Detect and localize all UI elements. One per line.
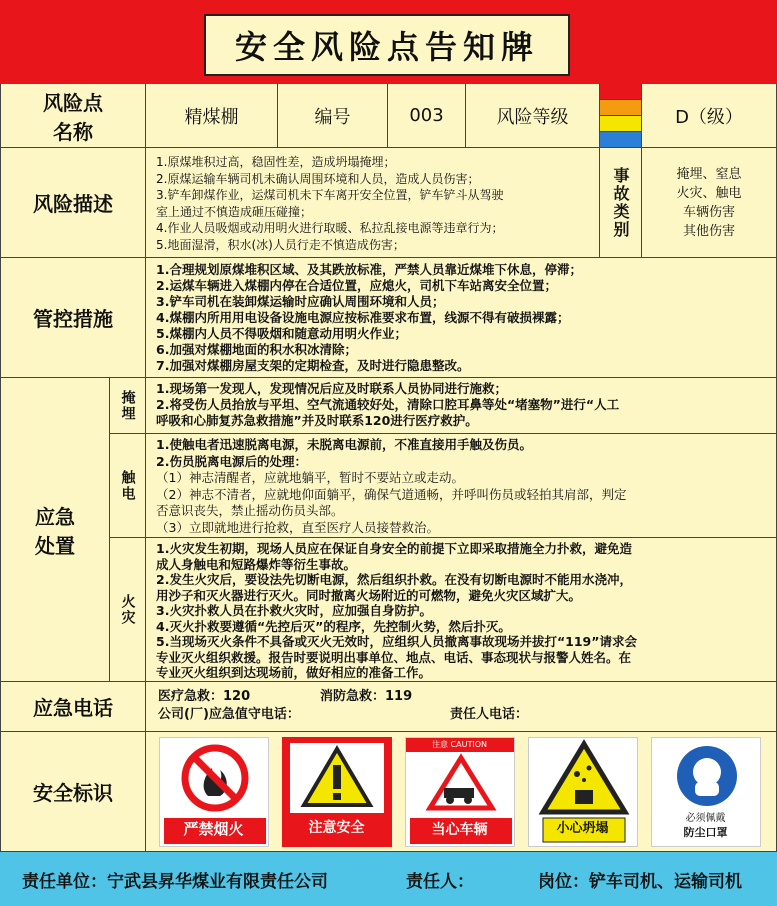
fire-line: 4.灭火扑救要遵循“先控后灭”的程序，先控制火势，然后扑灭。 <box>156 618 511 634</box>
electric-label-text: 触电 <box>119 469 136 502</box>
level-value: D（级） <box>642 84 777 148</box>
footer-post: 岗位：铲车司机、运输司机 <box>538 871 742 892</box>
electric-line: （2）神志不清者，应就地仰面躺平，确保气道通畅，并呼叫伤员或轻拍其肩部，判定 <box>156 486 627 502</box>
accident-type-item: 掩埋、窒息 <box>676 166 742 182</box>
risk-description-line: 4.作业人员吸烟或动用明火进行取暖、私拉乱接电源等违章行为； <box>156 221 504 235</box>
safety-signs-area <box>146 732 777 852</box>
medical-phone: 医疗急救：120 <box>158 689 251 704</box>
electric-line: 2.伤员脱离电源后的处理： <box>156 453 307 469</box>
electric-label <box>110 434 146 538</box>
fire-line: 成人身触电和短路爆炸等衍生事故。 <box>156 556 357 572</box>
burial-label <box>110 378 146 434</box>
burial-line: 2.将受伤人员抬放与平坦、空气流通较好处，清除口腔耳鼻等处“堵塞物”进行“人工 <box>156 397 620 412</box>
fire-line: 2.发生火灾后，要设法先切断电源，然后组织扑救。在没有切断电源时不能用水浇冲， <box>156 572 632 587</box>
risk-table <box>0 84 777 852</box>
footer-unit: 责任单位：宁武县昇华煤业有限责任公司 <box>22 871 328 892</box>
fire-procedure <box>146 538 777 682</box>
electric-line: （1）神志清醒者，应就地躺平，暂时不要站立或走动。 <box>156 470 464 485</box>
level-color-bars <box>600 84 642 148</box>
footer-person: 责任人： <box>406 871 474 892</box>
fire-label <box>110 538 146 682</box>
control-measure-line: 7.加强对煤棚房屋支架的定期检查，及时进行隐患整改。 <box>156 358 470 373</box>
fire-phone: 消防急救：119 <box>320 689 413 704</box>
control-measures-list <box>146 258 777 378</box>
sign-dust-mask <box>651 737 761 847</box>
burial-procedure <box>146 378 777 434</box>
sign-vehicle-banner: 注意 CAUTION <box>406 738 514 752</box>
level-label: 风险等级 <box>466 84 600 148</box>
emergency-label-line2: 处置 <box>35 533 75 558</box>
control-measure-line: 6.加强对煤棚地面的积水积冰清除； <box>156 342 357 357</box>
control-measures-label: 管控措施 <box>0 258 146 378</box>
title-bar <box>0 0 777 84</box>
accident-type-item: 火灾、触电 <box>676 185 742 201</box>
page-title: 安全风险点告知牌 <box>204 14 570 76</box>
electric-procedure <box>146 434 777 538</box>
fire-line: 专业灭火组织到达现场前，做好相应的准备工作。 <box>156 665 432 680</box>
fire-line: 1.火灾发生初期，现场人员应在保证自身安全的前提下立即采取措施全力扑救，避免造 <box>156 541 632 556</box>
fire-line: 5.当现场灭火条件不具备或灭火无效时，应组织人员撤离事故现场并拔打“119”请求会 <box>156 634 637 649</box>
sign-collapse-caption: 小心坍塌 <box>556 820 609 836</box>
footer-bar <box>0 852 777 906</box>
risk-description-line: 2.原煤运输车辆司机未确认周围环境和人员，造成人员伤害； <box>156 171 480 186</box>
safety-signs-label: 安全标识 <box>0 732 146 852</box>
sign-caution <box>282 737 392 847</box>
burial-line: 呼吸和心肺复苏急救措施”并及时联系120进行医疗救护。 <box>156 413 478 428</box>
burial-line: 1.现场第一发现人，发现情况后应及时联系人员协同进行施救； <box>156 381 507 396</box>
risk-description-list <box>146 148 600 258</box>
fire-line: 专业灭火组织救援。报告时要说明出事单位、地点、电话、事态现状与报警人姓名。在 <box>156 649 632 665</box>
control-measure-line: 1.合理规划原煤堆积区域、及其跌放标准，严禁人员靠近煤堆下休息，停滞； <box>156 262 582 277</box>
fire-label-text: 火灾 <box>119 593 136 626</box>
sign-no-fire-caption: 严禁烟火 <box>183 819 244 838</box>
safety-signs-row <box>146 732 773 851</box>
risk-point-label <box>0 84 146 148</box>
control-measure-line: 5.煤棚内人员不得吸烟和随意动用明火作业； <box>156 326 407 341</box>
control-measure-line: 3.铲车司机在装卸煤运输时应确认周围环境和人员； <box>156 294 445 309</box>
risk-point-value: 精煤棚 <box>146 84 278 148</box>
risk-description-line: 1.原煤堆积过高，稳固性差，造成坍塌掩埋； <box>156 155 396 169</box>
company-duty-phone: 公司(厂)应急值守电话： <box>158 707 300 722</box>
accident-type-item: 其他伤害 <box>682 223 735 239</box>
person-in-charge-phone: 责任人电话： <box>450 707 529 722</box>
accident-type-label <box>600 148 642 258</box>
control-measure-line: 4.煤棚内所用用电设备设施电源应按标准要求布置，线源不得有破损裸露； <box>156 310 570 325</box>
fire-line: 用沙子和灭火器进行灭火。同时撤离火场附近的可燃物，避免火灾区域扩大。 <box>156 587 582 603</box>
sign-caution-caption: 注意安全 <box>308 819 365 836</box>
risk-description-line: 3.铲车卸煤作业，运煤司机未下车离开安全位置，铲车铲斗从驾驶 <box>156 188 504 202</box>
level-bar-yellow <box>600 116 641 132</box>
level-bar-orange <box>600 100 641 116</box>
sign-dust-mask-banner: 必须佩戴 <box>685 812 726 824</box>
control-measure-line: 2.运煤车辆进入煤棚内停在合适位置，应熄火，司机下车站离安全位置； <box>156 278 557 293</box>
risk-point-label-line2: 名称 <box>53 119 93 144</box>
sign-vehicle-caption: 当心车辆 <box>431 821 488 838</box>
level-bar-red <box>600 84 641 100</box>
emergency-phone-info <box>146 682 777 732</box>
electric-line: 否意识丧失，禁止摇动伤员头部。 <box>156 503 344 518</box>
sign-dust-mask-caption: 防尘口罩 <box>683 825 728 839</box>
electric-line: 1.使触电者迅速脱离电源，未脱离电源前，不准直接用手触及伤员。 <box>156 437 532 452</box>
risk-point-label-line1: 风险点 <box>43 90 103 115</box>
accident-types <box>642 148 777 258</box>
accident-type-item: 车辆伤害 <box>682 204 735 220</box>
risk-description-label: 风险描述 <box>0 148 146 258</box>
accident-type-label-text: 事故类别 <box>611 166 630 239</box>
code-value: 003 <box>388 84 466 148</box>
risk-description-line: 室上通过不慎造成砸压碰撞； <box>156 204 313 219</box>
emergency-label-line1: 应急 <box>35 504 75 529</box>
level-bar-blue <box>600 132 641 147</box>
sign-collapse <box>528 737 638 847</box>
sign-no-fire <box>159 737 269 847</box>
code-label: 编号 <box>278 84 388 148</box>
risk-description-line: 5.地面湿滑，积水(冰)人员行走不慎造成伤害； <box>156 237 405 252</box>
fire-line: 3.火灾扑救人员在扑救火灾时，应加强自身防护。 <box>156 603 432 618</box>
emergency-phone-label: 应急电话 <box>0 682 146 732</box>
emergency-label <box>0 378 110 682</box>
sign-vehicle <box>405 737 515 847</box>
burial-label-text: 掩埋 <box>119 389 136 422</box>
electric-line: （3）立即就地进行抢救，直至医疗人员接替救治。 <box>156 519 439 535</box>
